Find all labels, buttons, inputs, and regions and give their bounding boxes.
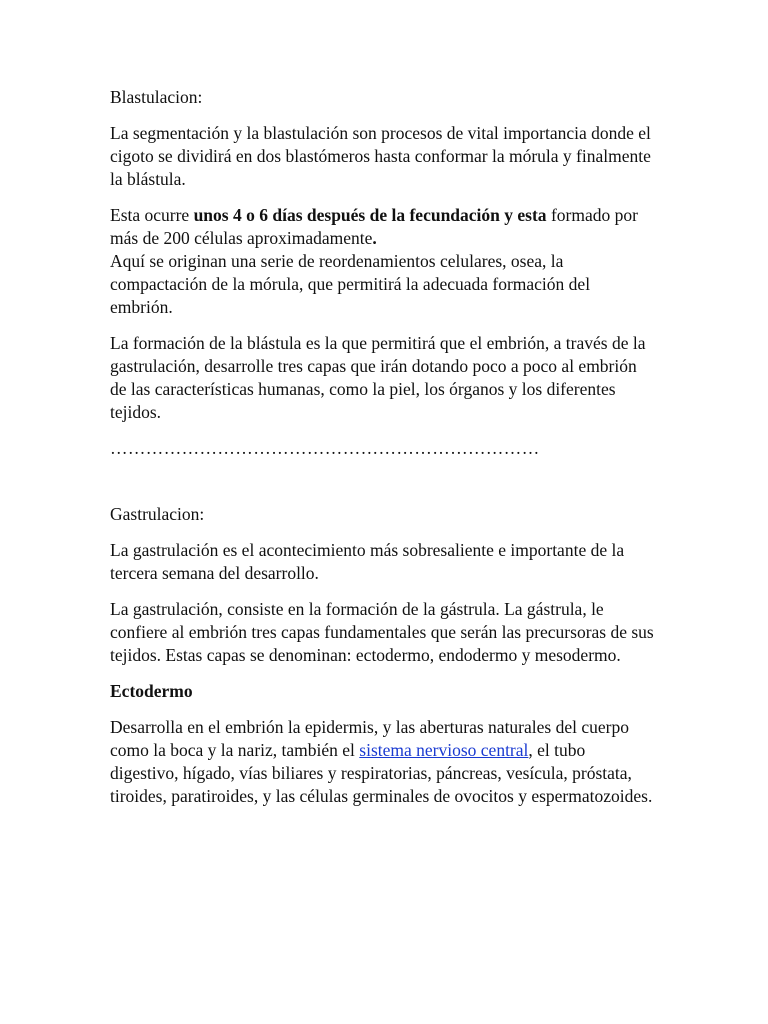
ectodermo-paragraph-1 xyxy=(110,716,655,808)
blastulacion-heading: Blastulacion: xyxy=(110,87,203,107)
sistema-nervioso-link[interactable]: sistema nervioso central xyxy=(359,740,529,760)
bold-text: unos 4 o 6 días después de la fecundación y esta xyxy=(193,205,547,225)
paragraph-text: Aquí se originan una serie de reordenamientos celulares, osea, la compactación de la mórula, que permitirá la adecuada formación del embrión. xyxy=(110,251,591,317)
dotted-separator: ……………………………………………………………… xyxy=(110,438,540,458)
gastrulacion-heading: Gastrulacion: xyxy=(110,504,205,524)
paragraph-text: Desarrolla en el embrión la epidermis, y las aberturas naturales del cuerpo como la boca y la nariz, también el xyxy=(110,717,629,760)
gastrulacion-paragraph-1: La gastrulación es el acontecimiento más sobresaliente e importante de la tercera semana del desarrollo. xyxy=(110,540,625,583)
blastulacion-paragraph-3: La formación de la blástula es la que permitirá que el embrión, a través de la gastrulación, desarrolle tres capas que irán dotando poco a poco al embrión de las características humanas, como la piel, los órganos y los diferentes tejidos. xyxy=(110,333,646,422)
ectodermo-heading-text: Ectodermo xyxy=(110,681,193,701)
paragraph-text: Esta ocurre xyxy=(110,205,194,225)
paragraph-text: , el tubo digestivo, hígado, vías biliares y respiratorias, páncreas, vesícula, próstata, tiroides, paratiroides, y las células germinales de ovocitos y espermatozoides. xyxy=(110,740,653,806)
paragraph-text: formado por más de 200 células aproximadamente xyxy=(110,205,638,248)
document-page xyxy=(110,86,655,821)
gastrulacion-paragraph-2: La gastrulación, consiste en la formación de la gástrula. La gástrula, le confiere al embrión tres capas fundamentales que serán las precursoras de sus tejidos. Estas capas se denominan: ectodermo, endodermo y mesodermo. xyxy=(110,599,654,665)
blastulacion-paragraph-2 xyxy=(110,204,655,319)
blastulacion-paragraph-1: La segmentación y la blastulación son procesos de vital importancia donde el cigoto se dividirá en dos blastómeros hasta conformar la mórula y finalmente la blástula. xyxy=(110,123,651,189)
bold-period: . xyxy=(372,228,377,248)
ectodermo-heading xyxy=(110,680,655,703)
